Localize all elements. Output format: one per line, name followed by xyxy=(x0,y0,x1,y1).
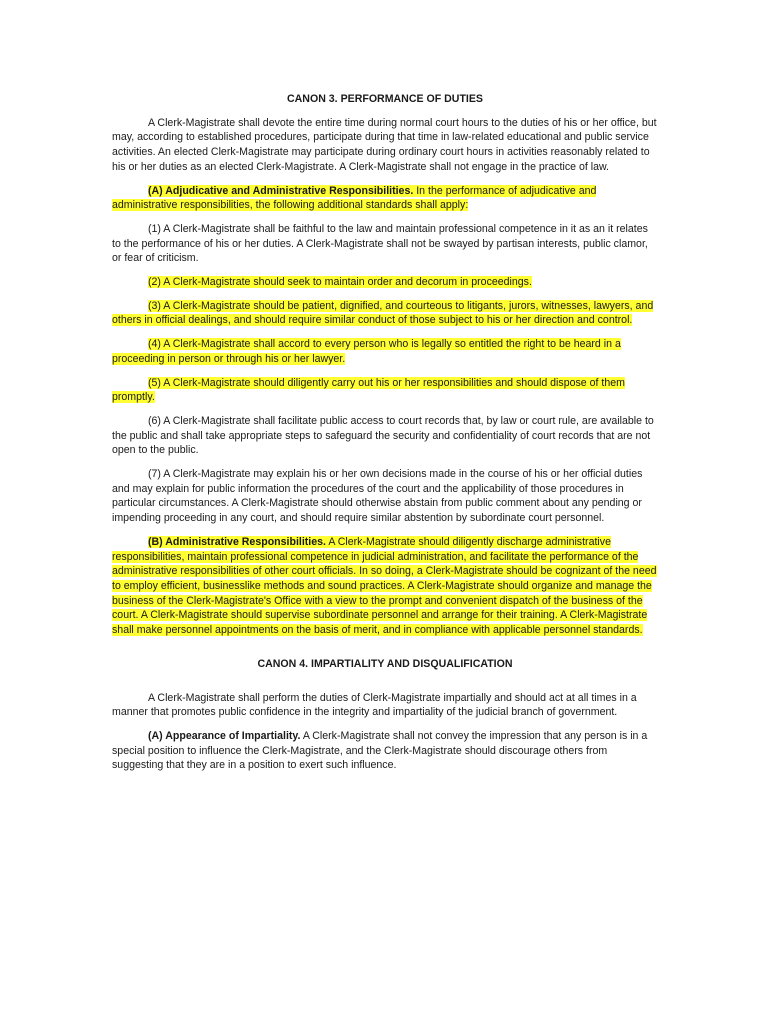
canon-3-section-b xyxy=(112,535,658,638)
canon-4-intro: A Clerk-Magistrate shall perform the duties of Clerk-Magistrate impartially and should act at all times in a manner that promotes public confidence in the integrity and impartiality of the judicial branch of government. xyxy=(112,691,637,719)
highlight: (2) A Clerk-Magistrate should seek to maintain order and decorum in proceedings. xyxy=(148,276,532,289)
section-a-text: In the performance of adjudicative and administrative responsibilities, the following additional standards shall apply: xyxy=(112,184,597,212)
canon-3-item-2 xyxy=(112,275,658,290)
canon-3-item-7: (7) A Clerk-Magistrate may explain his or her own decisions made in the course of his or her official duties and may explain for public information the procedures of the court and the applicability of those procedures in particular circumstances. A Clerk-Magistrate should otherwise abstain from public comment about any pending or impending proceeding in any court, and should require similar abstention by subordinate court personnel. xyxy=(112,468,643,525)
section-b-text: A Clerk-Magistrate should diligently discharge administrative responsibilities, maintain professional competence in judicial administration, and facilitate the performance of the administrative responsibilities of other court officials. In so doing, a Clerk-Magistrate should be cognizant of the need to employ efficient, businesslike methods and sound practices. A Clerk-Magistrate should organize and manage the business of the Clerk-Magistrate's Office with a view to the prompt and convenient dispatch of the business of the court. A Clerk-Magistrate should supervise subordinate personnel and arrange for their training. A Clerk-Magistrate shall make personnel appointments on the basis of merit, and in compliance with applicable personnel standards. xyxy=(112,535,657,637)
section-a-title: (A) Adjudicative and Administrative Responsibilities. xyxy=(148,184,414,197)
canon-3-item-5 xyxy=(112,376,658,405)
canon-3-item-4 xyxy=(112,337,658,366)
canon-3-item-1: (1) A Clerk-Magistrate shall be faithful to the law and maintain professional competence in it as an it relates to the performance of his or her duties. A Clerk-Magistrate shall not be swayed by partisan interests, public clamor, or fear of criticism. xyxy=(112,222,648,265)
canon-4-section-a-title: (A) Appearance of Impartiality. xyxy=(148,729,301,742)
canon-3-item-6: (6) A Clerk-Magistrate shall facilitate public access to court records that, by law or court rule, are available to the public and shall take appropriate steps to safeguard the security and confidentiality of court records that are not open to the public. xyxy=(112,414,654,457)
highlight xyxy=(112,536,657,636)
canon-3-intro: A Clerk-Magistrate shall devote the entire time during normal court hours to the duties of his or her office, but may, according to established procedures, participate during that time in law-related educational and public service activities. An elected Clerk-Magistrate may participate during ordinary court hours in activities reasonably related to his or her duties as an elected Clerk-Magistrate. A Clerk-Magistrate shall not engage in the practice of law. xyxy=(112,116,657,173)
section-b-title: (B) Administrative Responsibilities. xyxy=(148,535,326,548)
highlight xyxy=(112,185,596,212)
canon-4-section-a-text: A Clerk-Magistrate shall not convey the impression that any person is in a special position to influence the Clerk-Magistrate, and the Clerk-Magistrate should discourage others from suggesting that they are in a position to exert such influence. xyxy=(112,729,648,772)
canon-4-section-a xyxy=(112,729,658,773)
canon-3-section-a xyxy=(112,184,658,213)
spacer xyxy=(112,647,658,657)
highlight: (5) A Clerk-Magistrate should diligently carry out his or her responsibilities and should dispose of them promptly. xyxy=(112,376,625,404)
canon-3-heading: CANON 3. PERFORMANCE OF DUTIES xyxy=(287,93,483,105)
highlight: (3) A Clerk-Magistrate should be patient, dignified, and courteous to litigants, jurors, witnesses, lawyers, and others in official dealings, and should require similar conduct of those subject to his or her direction and control. xyxy=(112,299,654,327)
highlight: (4) A Clerk-Magistrate shall accord to every person who is legally so entitled the right to be heard in a proceeding in person or through his or her lawyer. xyxy=(112,338,621,365)
document-page xyxy=(112,92,658,782)
spacer xyxy=(112,681,658,691)
canon-3-item-3 xyxy=(112,299,658,328)
canon-4-heading: CANON 4. IMPARTIALITY AND DISQUALIFICATION xyxy=(257,657,513,670)
